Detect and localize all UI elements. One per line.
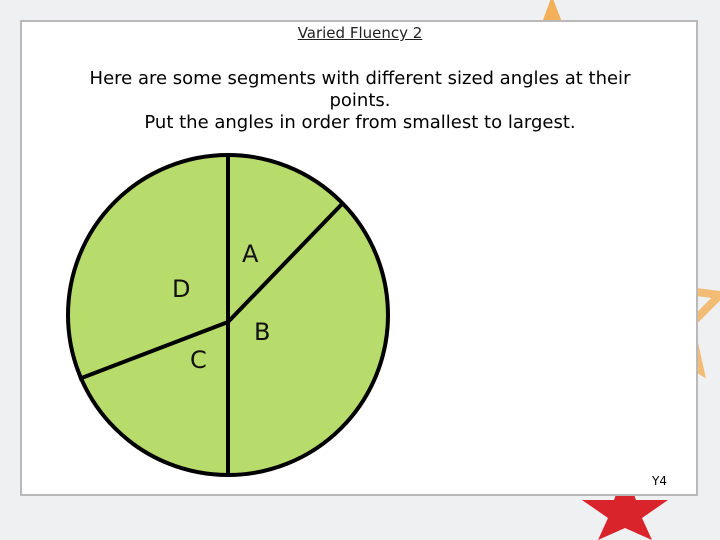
slide-subtitle: Varied Fluency 2 <box>297 24 423 42</box>
instruction-line-3: Put the angles in order from smallest to largest. <box>144 112 576 133</box>
instruction-line-2: points. <box>329 90 391 111</box>
segment-label-a: A <box>242 240 259 268</box>
segment-label-d: D <box>172 275 191 303</box>
segment-label-c: C <box>190 346 207 374</box>
instruction-line-1: Here are some segments with different sized angles at their <box>89 68 631 89</box>
year-badge: Y4 <box>652 474 667 488</box>
segment-label-b: B <box>254 318 271 346</box>
